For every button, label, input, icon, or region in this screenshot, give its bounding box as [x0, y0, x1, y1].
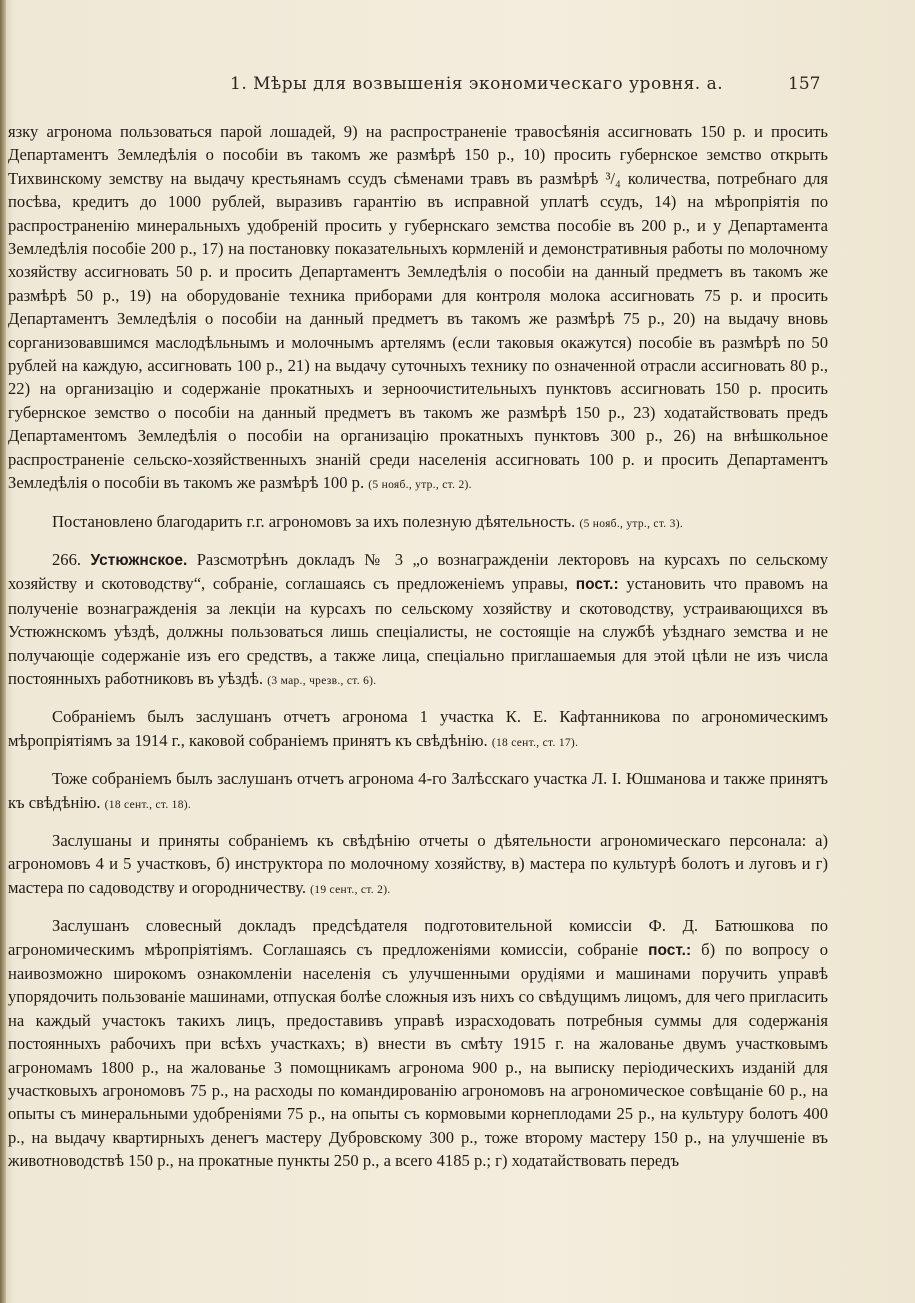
item-number: 266.: [52, 549, 82, 569]
paragraph-report-3: [8, 829, 828, 902]
running-title: 1. Мѣры для возвышенія экономическаго уровня. а.: [230, 74, 724, 94]
paragraph-item-266: [8, 548, 828, 693]
session-reference: (5 нояб., утр., ст. 3).: [579, 517, 684, 530]
page-number: 157: [788, 74, 821, 94]
paragraph-text: Заслушаны и приняты собраніемъ къ свѣдѣнію отчеты о дѣятельности агрономическаго персонала: а) агрономовъ 4 и 5 участковъ, б) инструктора по молочному хозяйству, в) мастера по культурѣ болотъ и луговъ и г) мастера по садоводству и огородничеству.: [8, 830, 828, 897]
paragraph-report-2: [8, 767, 828, 817]
paragraph-report-1: [8, 705, 828, 755]
binding-gutter: [0, 0, 6, 1303]
paragraph-continuation: [8, 120, 828, 498]
paragraph-thanks: [8, 510, 828, 536]
paragraph-text: Разсмотрѣнъ докладъ № 3 „о вознагражденіи лекторовъ на курсахъ по сельскому хозяйству и скотоводству“, собраніе, соглашаясь съ предложеніемъ управы,: [8, 549, 828, 594]
district-name: Устюжнское.: [90, 551, 188, 569]
session-reference: (19 сент., ст. 2).: [310, 883, 391, 896]
session-reference: (5 нояб., утр., ст. 2).: [368, 479, 472, 492]
paragraph-text: язку агронома пользоваться парой лошадей, 9) на распространеніе травосѣянія ассигновать 150 р. и просить Департаментъ Земледѣлія о пособіи въ такомъ же размѣрѣ 150 р., 10) просить губернское земство открыть Тихвинскому земству на выдачу крестьянамъ ссудъ сѣменами травъ въ размѣрѣ ³/₄ количества, потребнаго для посѣва, кредитъ до 1000 рублей, выразивъ гарантію въ исправной уплатѣ ссудъ, 14) на мѣропріятія по распространенію минеральныхъ удобреній просить у губернскаго земства пособіе въ 200 р., и у Департамента Земледѣлія пособіе 200 р., 17) на постановку показательныхъ кормленій и демонстративныя работы по молочному хозяйству ассигновать 50 р. и просить Департаментъ Земледѣлія о пособіи на данный предметъ въ такомъ же размѣрѣ 50 р., 19) на оборудованіе техника приборами для контроля молока ассигновать 75 р. и просить Департаментъ Земледѣлія о пособіи на данный предметъ въ такомъ же размѣрѣ 75 р., 20) на выдачу вновь сорганизовавшимся маслодѣльнымъ и молочнымъ артелямъ (если таковыя окажутся) пособіе въ размѣрѣ по 50 рублей на каждую, ассигновать 100 р., 21) на выдачу суточныхъ технику по означенной отрасли ассигновать 80 р., 22) на организацію и содержаніе прокатныхъ и зерноочистительныхъ пунктовъ ассигновать 150 р. просить губернское земство о пособіи на данный предметъ въ такомъ же размѣрѣ 150 р., 23) ходатайствовать предъ Департаментомъ Земледѣлія о пособіи на организацію прокатныхъ пунктовъ 300 р., 26) на внѣшкольное распространеніе сельско-хозяйственныхъ знаній среди населенія ассигновать 100 р. и просить Департаментъ Земледѣлія о пособіи въ такомъ же размѣрѣ 100 р.: [8, 122, 828, 493]
paragraph-commission-report: [8, 914, 828, 1172]
paragraph-text: Заслушанъ словесный докладъ предсѣдателя подготовительной комиссіи Ф. Д. Батюшкова по агрономическимъ мѣропріятіямъ. Соглашаясь съ предложеніями комиссіи, собраніе: [8, 916, 828, 959]
running-header: [0, 74, 915, 102]
page-body: [8, 120, 828, 1173]
paragraph-text: Тоже собраніемъ былъ заслушанъ отчетъ агронома 4-го Залѣсскаго участка Л. І. Юшманова и также принятъ къ свѣдѣнію.: [8, 769, 828, 812]
session-reference: (18 сент., ст. 17).: [491, 736, 579, 749]
paragraph-text: б) по вопросу о наивозможно широкомъ ознакомленіи населенія съ улучшенными орудіями и машинами поручить управѣ упорядочить пользованіе машинами, отпуская болѣе сложныя изъ нихъ со свѣдущимъ лицомъ, для чего пригласить на каждый участокъ такихъ лицъ, предоставивъ управѣ израсходовать потребныя суммы для содержанія постоянныхъ рабочихъ при всѣхъ участкахъ; в) внести въ смѣту 1915 г. на жалованье двумъ участковымъ агрономамъ 1800 р., на жалованье 3 помощникамъ агронома 900 р., на выписку періодическихъ изданій для участковыхъ агрономовъ 75 р., на расходы по командированію агрономовъ на агрономическое совѣщаніе 60 р., на опыты съ минеральными удобреніями 75 р., на опыты съ кормовыми корнеплодами 25 р., на культуру болотъ 400 р., на выдачу квартирныхъ денегъ мастеру Дубровскому 300 р., тоже второму мастеру 150 р., на улучшеніе въ животноводствѣ 150 р., на прокатные пункты 250 р., а всего 4185 р.; г) ходатайствовать передъ: [8, 939, 829, 1171]
session-reference: (3 мар., чрезв., ст. 6).: [267, 674, 377, 687]
resolution-marker: пост.:: [575, 576, 619, 594]
paragraph-text: Постановлено благодарить г.г. агрономовъ за ихъ полезную дѣятельность.: [52, 511, 576, 531]
paragraph-text: Собраніемъ былъ заслушанъ отчетъ агронома 1 участка К. Е. Кафтанникова по агрономическимъ мѣропріятіямъ за 1914 г., каковой собраніемъ принятъ къ свѣдѣнію.: [8, 707, 828, 750]
resolution-marker: пост.:: [648, 941, 692, 959]
session-reference: (18 сент., ст. 18).: [104, 798, 192, 811]
paragraph-text: установить что правомъ на полученіе вознагражденія за лекціи на курсахъ по сельскому хозяйству и скотоводству, устраивающихся въ Устюжнскомъ уѣздѣ, должны пользоваться лишь спеціалисты, не состоящіе на службѣ уѣзднаго земства и не получающіе содержаніе изъ его средствъ, а также лица, спеціально приглашаемыя для этой цѣли не изъ числа постоянныхъ работниковъ въ уѣздѣ.: [8, 574, 828, 688]
